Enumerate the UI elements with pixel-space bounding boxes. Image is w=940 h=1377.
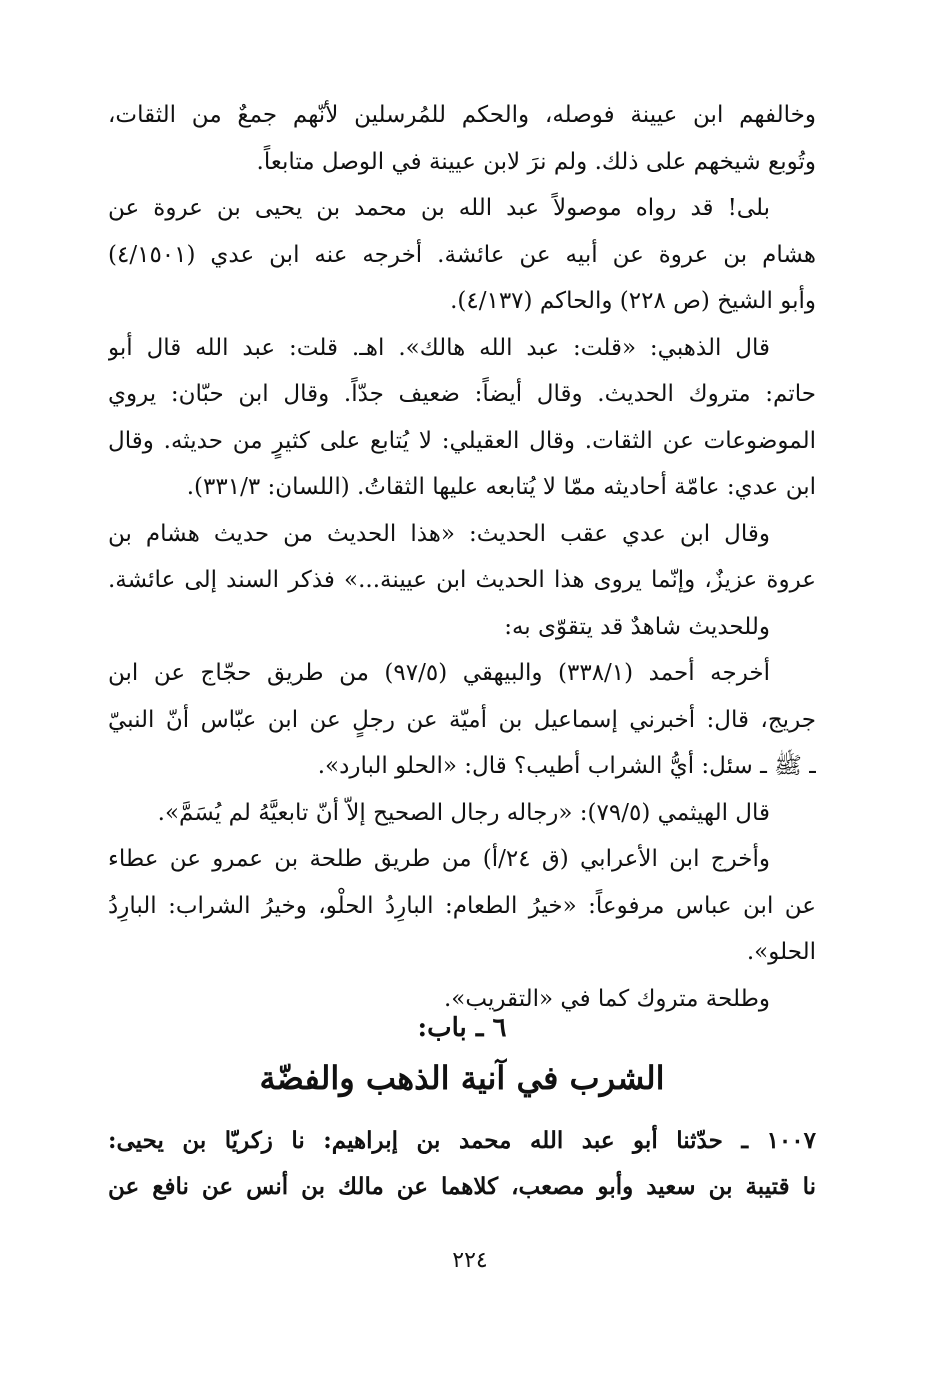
hadith-line: نا قتيبة بن سعيد وأبو مصعب، كلاهما عن مالك بن أنس عن نافع عن [108, 1173, 816, 1200]
text-line: عن ابن عباس مرفوعاً: «خيرُ الطعام: البارِدُ الحلْو، وخيرُ الشراب: البارِدُ [108, 892, 816, 919]
text-line: وخالفهم ابن عيينة فوصله، والحكم للمُرسلين لأنّهم جمعٌ من الثقات، [108, 102, 816, 128]
text-line: ـ ﷺ ـ سئل: أيُّ الشراب أطيب؟ قال: «الحلو البارد». [317, 753, 816, 779]
text-line: بلى! قد رواه موصولاً عبد الله بن محمد بن يحيى بن عروة عن [108, 195, 770, 221]
text-line: ابن عدي: عامّة أحاديثه ممّا لا يُتابعه عليها الثقاتُ. (اللسان: ٣٣١/٣). [186, 474, 816, 500]
text-line: أخرجه أحمد (٣٣٨/١) والبيهقي (٩٧/٥) من طريق حجّاج عن ابن [108, 660, 770, 686]
text-line: وأخرج ابن الأعرابي (ق ٢٤/أ) من طريق طلحة بن عمرو عن عطاء [108, 846, 770, 872]
text-line: حاتم: متروك الحديث. وقال أيضاً: ضعيف جدّاً. وقال ابن حبّان: يروي [108, 381, 816, 407]
commentary-text [108, 92, 816, 1022]
text-line: وقال ابن عدي عقب الحديث: «هذا الحديث من حديث هشام بن [108, 520, 770, 547]
chapter-title: الشرب في آنية الذهب والفضّة [259, 1059, 665, 1097]
hadith-text [108, 1118, 816, 1210]
text-line: الموضوعات عن الثقات. وقال العقيلي: لا يُتابع على كثيرٍ من حديثه. وقال [108, 427, 816, 454]
text-line: قال الذهبي: «قلت: عبد الله هالك». اهـ. قلت: عبد الله قال أبو [108, 334, 770, 361]
hadith-line: ١٠٠٧ ـ حدّثنا أبو عبد الله محمد بن إبراهيم: نا زكريّا بن يحيى: [108, 1127, 816, 1154]
chapter-number: ٦ ـ باب: [417, 1013, 507, 1043]
text-line: وطلحة متروك كما في «التقريب». [444, 985, 770, 1012]
text-line: هشام بن عروة عن أبيه عن عائشة. أخرجه عنه ابن عدي (٤/١٥٠١) [108, 241, 816, 268]
text-line: جريج، قال: أخبرني إسماعيل بن أميّة عن رجلٍ عن ابن عبّاس أنّ النبيّ [108, 706, 816, 733]
text-line: وأبو الشيخ (ص ٢٢٨) والحاكم (٤/١٣٧). [450, 288, 816, 314]
text-line: قال الهيثمي (٧٩/٥): «رجاله رجال الصحيح إلاّ أنّ تابعيَّهُ لم يُسَمَّ». [157, 799, 770, 826]
text-line: عروة عزيزٌ، وإنّما يروى هذا الحديث ابن عيينة...» فذكر السند إلى عائشة. [108, 567, 816, 593]
page-number: ٢٢٤ [452, 1248, 488, 1273]
text-line: وللحديث شاهدٌ قد يتقوّى به: [504, 613, 770, 640]
text-line: الحلو». [746, 939, 816, 965]
text-line: وتُوبع شيخهم على ذلك. ولم نرَ لابن عيينة في الوصل متابعاً. [256, 148, 816, 175]
